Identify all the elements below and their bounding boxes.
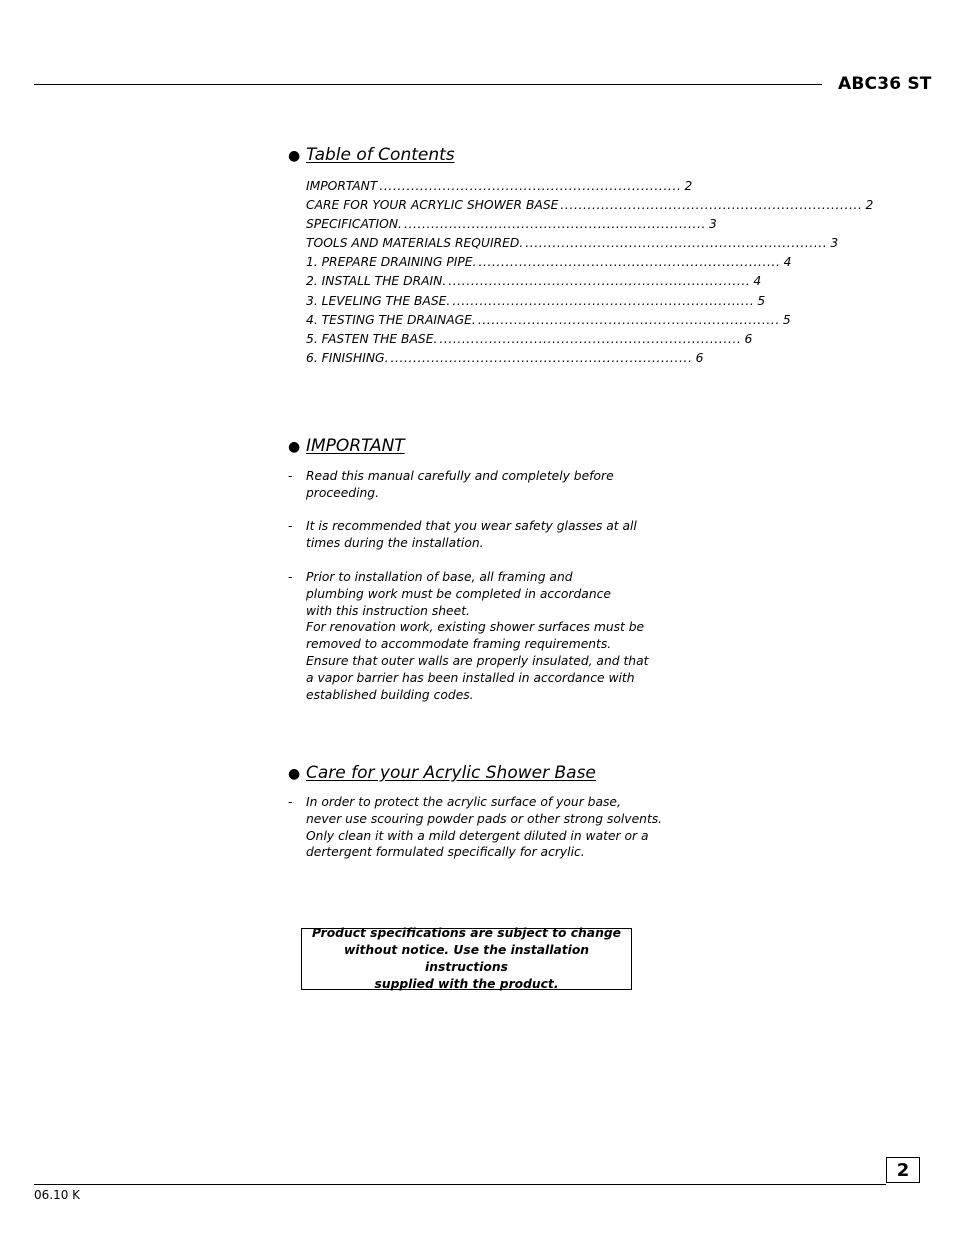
- toc-leader: ...................................................................: [403, 217, 707, 232]
- toc-leader: ...................................................................: [439, 331, 742, 346]
- toc-title: Table of Contents: [306, 145, 455, 165]
- toc-entry[interactable]: [306, 349, 704, 368]
- toc-leader: ...................................................................: [477, 312, 780, 327]
- care-heading: [288, 763, 596, 783]
- toc-entry-label: 5. FASTEN THE BASE.: [306, 331, 438, 346]
- bullet-icon: ●: [288, 439, 301, 455]
- toc-entry[interactable]: [306, 177, 693, 196]
- toc-entry-page: 3: [709, 217, 717, 232]
- important-item-text: Prior to installation of base, all framing and plumbing work must be completed in accordance with this instruction sheet. For renovation work, existing shower surfaces must be removed to accommodate framing requirements. Ensure that outer walls are properly insulated, and that a vapor barrier has been installed in accordance with established building codes.: [306, 570, 649, 702]
- care-item-text: In order to protect the acrylic surface of your base, never use scouring powder pads or other strong solvents. Only clean it with a mild detergent diluted in water or a dertergent formulated specifically for acrylic.: [306, 795, 663, 860]
- toc-leader: ...................................................................: [478, 255, 781, 270]
- toc-entry-page: 2: [865, 198, 874, 213]
- toc-entry-label: SPECIFICATION.: [306, 217, 402, 232]
- bullet-icon: ●: [288, 766, 301, 782]
- important-item-text: It is recommended that you wear safety glasses at all times during the installation.: [306, 519, 637, 550]
- dash-marker: -: [288, 795, 293, 809]
- care-title: Care for your Acrylic Shower Base: [306, 763, 596, 783]
- toc-leader: ...................................................................: [525, 236, 828, 251]
- toc-entry[interactable]: [306, 234, 839, 253]
- important-item: [288, 468, 678, 502]
- toc-entry-page: 4: [753, 274, 762, 289]
- toc-entry[interactable]: [306, 272, 762, 291]
- toc-entry[interactable]: [306, 292, 766, 311]
- important-item-text: Read this manual carefully and completely before proceeding.: [306, 469, 614, 500]
- toc-entry-page: 4: [783, 255, 792, 270]
- toc-entry[interactable]: [306, 311, 791, 330]
- toc-heading: [288, 145, 455, 165]
- toc-leader: ...................................................................: [452, 293, 755, 308]
- toc-entry-page: 6: [744, 331, 753, 346]
- important-title: IMPORTANT: [306, 436, 405, 456]
- toc-entry[interactable]: [306, 330, 753, 349]
- toc-entry-label: 4. TESTING THE DRAINAGE.: [306, 312, 476, 327]
- important-item: [288, 569, 678, 703]
- toc-entry-page: 2: [684, 179, 693, 193]
- toc-entry[interactable]: [306, 196, 874, 215]
- toc-entry-page: 3: [830, 236, 839, 251]
- toc-entry[interactable]: [306, 215, 717, 234]
- footer-rule: [34, 1184, 886, 1185]
- toc-entry[interactable]: [306, 253, 792, 272]
- revision-code: 06.10 K: [34, 1188, 81, 1202]
- table-of-contents: [306, 177, 874, 368]
- care-item: [288, 794, 678, 861]
- specification-notice: [301, 928, 632, 990]
- toc-leader: ...................................................................: [560, 198, 863, 213]
- notice-text: Product specifications are subject to change without notice. Use the installation instructions supplied with the product.: [312, 926, 621, 991]
- toc-leader: ...................................................................: [379, 179, 682, 193]
- dash-marker: -: [288, 570, 293, 584]
- toc-entry-label: TOOLS AND MATERIALS REQUIRED.: [306, 236, 524, 251]
- toc-entry-page: 6: [695, 350, 704, 365]
- toc-entry-label: 3. LEVELING THE BASE.: [306, 293, 451, 308]
- toc-entry-label: 2. INSTALL THE DRAIN.: [306, 274, 447, 289]
- toc-entry-label: 6. FINISHING.: [306, 350, 389, 365]
- toc-entry-label: CARE FOR YOUR ACRYLIC SHOWER BASE: [306, 198, 559, 213]
- toc-leader: ...................................................................: [390, 350, 693, 365]
- bullet-icon: ●: [288, 148, 301, 164]
- toc-entry-page: 5: [757, 293, 766, 308]
- important-heading: [288, 436, 405, 456]
- header-rule: [34, 84, 822, 85]
- toc-leader: ...................................................................: [448, 274, 751, 289]
- dash-marker: -: [288, 469, 293, 483]
- important-item: [288, 518, 678, 552]
- model-code: ABC36 ST: [838, 74, 932, 94]
- toc-entry-label: 1. PREPARE DRAINING PIPE.: [306, 255, 477, 270]
- toc-entry-page: 5: [782, 312, 791, 327]
- toc-entry-label: IMPORTANT: [306, 179, 378, 193]
- dash-marker: -: [288, 519, 293, 533]
- page-number: 2: [886, 1157, 920, 1183]
